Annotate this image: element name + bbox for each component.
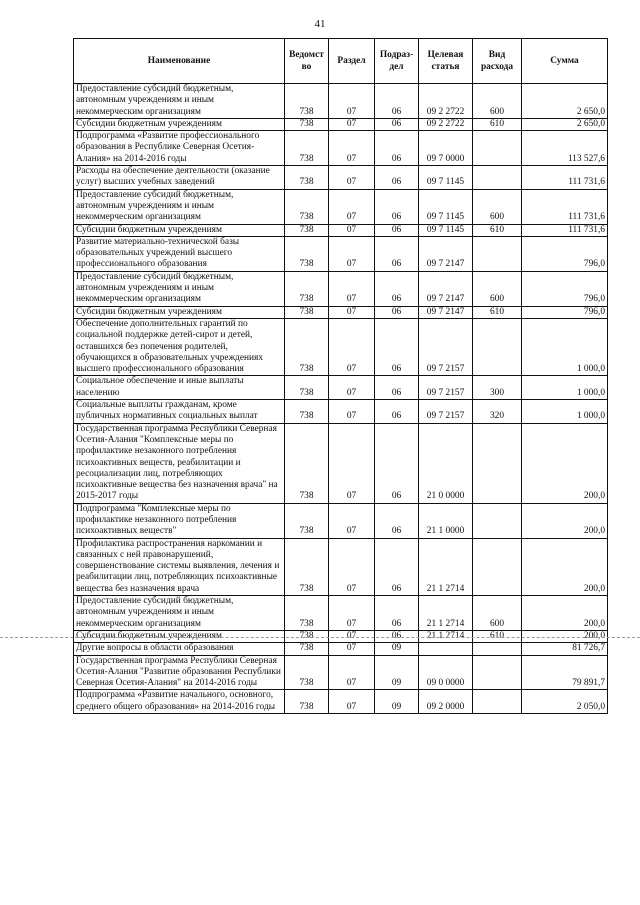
table-row <box>74 596 608 631</box>
table-header-row <box>74 39 608 84</box>
cell-vedomstvo: 738 <box>285 596 329 631</box>
cell-celevaya: 09 7 1145 <box>419 189 473 224</box>
cell-podrazdel: 06 <box>375 84 419 119</box>
cell-vedomstvo: 738 <box>285 189 329 224</box>
cell-celevaya: 09 7 2157 <box>419 376 473 400</box>
page-number: 41 <box>314 18 326 30</box>
cell-name: Государственная программа Республики Северная Осетия-Алания "Комплексные меры по профилактике незаконного потребления психоактивных веществ, реабилитации и ресоциализации лиц, потребляющих психоактивные вещества без назначения врача" на 2015-2017 годы <box>74 423 285 503</box>
table-row <box>74 690 608 714</box>
table-row <box>74 118 608 130</box>
header-celevaya: Целевая статья <box>419 39 473 84</box>
table-row <box>74 318 608 375</box>
cell-podrazdel: 06 <box>375 224 419 236</box>
cell-summa: 113 527,6 <box>522 131 608 166</box>
cell-razdel: 07 <box>329 118 375 130</box>
cell-vid <box>473 236 522 271</box>
cell-celevaya: 09 2 0000 <box>419 690 473 714</box>
cell-vedomstvo: 738 <box>285 400 329 424</box>
cell-podrazdel: 06 <box>375 189 419 224</box>
cell-celevaya: 09 7 2147 <box>419 271 473 306</box>
cell-vedomstvo: 738 <box>285 643 329 655</box>
cell-summa: 111 731,6 <box>522 189 608 224</box>
table-row <box>74 166 608 190</box>
cell-razdel: 07 <box>329 655 375 690</box>
header-vid: Вид расхода <box>473 39 522 84</box>
cell-vedomstvo: 738 <box>285 318 329 375</box>
table-row <box>74 189 608 224</box>
cell-celevaya: 09 7 0000 <box>419 131 473 166</box>
cell-vid: 600 <box>473 84 522 119</box>
cell-summa: 81 726,7 <box>522 643 608 655</box>
cell-podrazdel: 06 <box>375 236 419 271</box>
cell-name: Субсидии бюджетным учреждениям <box>74 224 285 236</box>
cell-summa: 2 650,0 <box>522 84 608 119</box>
cell-summa: 2 050,0 <box>522 690 608 714</box>
cell-celevaya: 09 7 1145 <box>419 224 473 236</box>
cell-name: Подпрограмма "Комплексные меры по профилактике незаконного потребления психоактивных веществ" <box>74 503 285 538</box>
table-row <box>74 236 608 271</box>
cell-podrazdel: 06 <box>375 318 419 375</box>
cell-name: Предоставление субсидий бюджетным, автономным учреждениям и иным некоммерческим организациям <box>74 271 285 306</box>
table-row <box>74 84 608 119</box>
cell-vid: 300 <box>473 376 522 400</box>
table-row <box>74 643 608 655</box>
cell-summa: 111 731,6 <box>522 166 608 190</box>
cell-vedomstvo: 738 <box>285 503 329 538</box>
cell-razdel: 07 <box>329 224 375 236</box>
cell-vedomstvo: 738 <box>285 236 329 271</box>
cell-razdel: 07 <box>329 318 375 375</box>
scan-line <box>0 637 640 638</box>
cell-name: Подпрограмма «Развитие начального, основного, среднего общего образования» на 2014-2016 годы <box>74 690 285 714</box>
cell-podrazdel: 06 <box>375 423 419 503</box>
cell-vid <box>473 423 522 503</box>
header-summa: Сумма <box>522 39 608 84</box>
table-row <box>74 655 608 690</box>
cell-vid <box>473 318 522 375</box>
cell-podrazdel: 06 <box>375 271 419 306</box>
cell-razdel: 07 <box>329 400 375 424</box>
cell-vid <box>473 503 522 538</box>
cell-celevaya <box>419 643 473 655</box>
cell-summa: 200,0 <box>522 503 608 538</box>
cell-celevaya: 21 1 0000 <box>419 503 473 538</box>
cell-name: Другие вопросы в области образования <box>74 643 285 655</box>
cell-podrazdel: 06 <box>375 376 419 400</box>
cell-razdel: 07 <box>329 131 375 166</box>
cell-name: Развитие материально-технической базы образовательных учреждений высшего профессионального образования <box>74 236 285 271</box>
cell-celevaya: 21 1 2714 <box>419 538 473 595</box>
cell-podrazdel: 06 <box>375 131 419 166</box>
header-podrazdel: Подраз- дел <box>375 39 419 84</box>
cell-name: Расходы на обеспечение деятельности (оказание услуг) высших учебных заведений <box>74 166 285 190</box>
table-row <box>74 400 608 424</box>
cell-vid: 610 <box>473 118 522 130</box>
cell-razdel: 07 <box>329 690 375 714</box>
cell-summa: 200,0 <box>522 596 608 631</box>
cell-celevaya: 09 2 2722 <box>419 84 473 119</box>
budget-table <box>73 38 608 714</box>
cell-vedomstvo: 738 <box>285 224 329 236</box>
header-vedomstvo: Ведомст во <box>285 39 329 84</box>
cell-vedomstvo: 738 <box>285 423 329 503</box>
cell-vedomstvo: 738 <box>285 131 329 166</box>
cell-razdel: 07 <box>329 236 375 271</box>
cell-vid <box>473 131 522 166</box>
cell-vedomstvo: 738 <box>285 655 329 690</box>
cell-vid: 600 <box>473 596 522 631</box>
cell-summa: 79 891,7 <box>522 655 608 690</box>
cell-celevaya: 09 7 2157 <box>419 318 473 375</box>
cell-podrazdel: 06 <box>375 596 419 631</box>
cell-vedomstvo: 738 <box>285 376 329 400</box>
cell-vid <box>473 538 522 595</box>
cell-razdel: 07 <box>329 84 375 119</box>
cell-vid: 610 <box>473 306 522 318</box>
cell-podrazdel: 06 <box>375 118 419 130</box>
cell-razdel: 07 <box>329 596 375 631</box>
cell-podrazdel: 06 <box>375 400 419 424</box>
cell-razdel: 07 <box>329 630 375 642</box>
cell-podrazdel: 06 <box>375 306 419 318</box>
cell-razdel: 07 <box>329 376 375 400</box>
cell-celevaya: 21 1 2714 <box>419 596 473 631</box>
table-row <box>74 423 608 503</box>
cell-vedomstvo: 738 <box>285 166 329 190</box>
cell-podrazdel: 09 <box>375 643 419 655</box>
cell-podrazdel: 09 <box>375 655 419 690</box>
cell-name: Предоставление субсидий бюджетным, автономным учреждениям и иным некоммерческим организациям <box>74 189 285 224</box>
cell-razdel: 07 <box>329 189 375 224</box>
cell-vid: 610 <box>473 630 522 642</box>
cell-razdel: 07 <box>329 271 375 306</box>
cell-vedomstvo: 738 <box>285 538 329 595</box>
cell-name: Субсидии бюджетным учреждениям <box>74 630 285 642</box>
cell-summa: 796,0 <box>522 306 608 318</box>
cell-vid <box>473 655 522 690</box>
cell-vedomstvo: 738 <box>285 118 329 130</box>
cell-podrazdel: 06 <box>375 166 419 190</box>
cell-vedomstvo: 738 <box>285 306 329 318</box>
cell-vid <box>473 643 522 655</box>
table-row <box>74 538 608 595</box>
table-row <box>74 306 608 318</box>
cell-summa: 200,0 <box>522 423 608 503</box>
cell-vedomstvo: 738 <box>285 630 329 642</box>
cell-razdel: 07 <box>329 423 375 503</box>
cell-vid: 600 <box>473 189 522 224</box>
cell-vedomstvo: 738 <box>285 84 329 119</box>
table-row <box>74 131 608 166</box>
cell-name: Предоставление субсидий бюджетным, автономным учреждениям и иным некоммерческим организациям <box>74 84 285 119</box>
cell-name: Социальные выплаты гражданам, кроме публичных нормативных социальных выплат <box>74 400 285 424</box>
cell-name: Обеспечение дополнительных гарантий по социальной поддержке детей-сирот и детей, оставшихся без попечения родителей, обучающихся в образовательных учреждениях высшего профессионального образования <box>74 318 285 375</box>
cell-summa: 1 000,0 <box>522 376 608 400</box>
cell-vid <box>473 690 522 714</box>
table-row <box>74 503 608 538</box>
cell-vedomstvo: 738 <box>285 271 329 306</box>
cell-summa: 1 000,0 <box>522 400 608 424</box>
cell-summa: 200,0 <box>522 630 608 642</box>
table-row <box>74 271 608 306</box>
cell-podrazdel: 09 <box>375 690 419 714</box>
cell-vedomstvo: 738 <box>285 690 329 714</box>
cell-name: Подпрограмма «Развитие профессионального образования в Республике Северная Осетия-Алания» на 2014-2016 годы <box>74 131 285 166</box>
cell-celevaya: 09 0 0000 <box>419 655 473 690</box>
cell-name: Предоставление субсидий бюджетным, автономным учреждениям и иным некоммерческим организациям <box>74 596 285 631</box>
cell-podrazdel: 06 <box>375 503 419 538</box>
table-row <box>74 224 608 236</box>
cell-celevaya: 09 7 2147 <box>419 306 473 318</box>
cell-vid: 610 <box>473 224 522 236</box>
cell-name: Субсидии бюджетным учреждениям <box>74 306 285 318</box>
cell-podrazdel: 06 <box>375 630 419 642</box>
cell-razdel: 07 <box>329 503 375 538</box>
cell-vid <box>473 166 522 190</box>
cell-vid: 600 <box>473 271 522 306</box>
table-row <box>74 376 608 400</box>
cell-name: Субсидии бюджетным учреждениям <box>74 118 285 130</box>
cell-razdel: 07 <box>329 166 375 190</box>
cell-razdel: 07 <box>329 643 375 655</box>
cell-celevaya: 09 7 2157 <box>419 400 473 424</box>
cell-summa: 796,0 <box>522 271 608 306</box>
cell-celevaya: 09 7 2147 <box>419 236 473 271</box>
header-razdel: Раздел <box>329 39 375 84</box>
cell-name: Социальное обеспечение и иные выплаты населению <box>74 376 285 400</box>
cell-celevaya: 21 0 0000 <box>419 423 473 503</box>
header-name: Наименование <box>74 39 285 84</box>
cell-summa: 200,0 <box>522 538 608 595</box>
cell-celevaya: 09 7 1145 <box>419 166 473 190</box>
cell-summa: 1 000,0 <box>522 318 608 375</box>
cell-razdel: 07 <box>329 306 375 318</box>
cell-summa: 2 650,0 <box>522 118 608 130</box>
cell-summa: 111 731,6 <box>522 224 608 236</box>
cell-summa: 796,0 <box>522 236 608 271</box>
cell-name: Государственная программа Республики Северная Осетия-Алания "Развитие образования Республики Северная Осетия-Алания" на 2014-2016 годы <box>74 655 285 690</box>
cell-celevaya: 21 1 2714 <box>419 630 473 642</box>
cell-vid: 320 <box>473 400 522 424</box>
cell-name: Профилактика распространения наркомании и связанных с ней правонарушений, совершенствование системы выявления, лечения и реабилитации лиц, потребляющих психоактивные вещества без назначения врача <box>74 538 285 595</box>
cell-celevaya: 09 2 2722 <box>419 118 473 130</box>
cell-razdel: 07 <box>329 538 375 595</box>
cell-podrazdel: 06 <box>375 538 419 595</box>
